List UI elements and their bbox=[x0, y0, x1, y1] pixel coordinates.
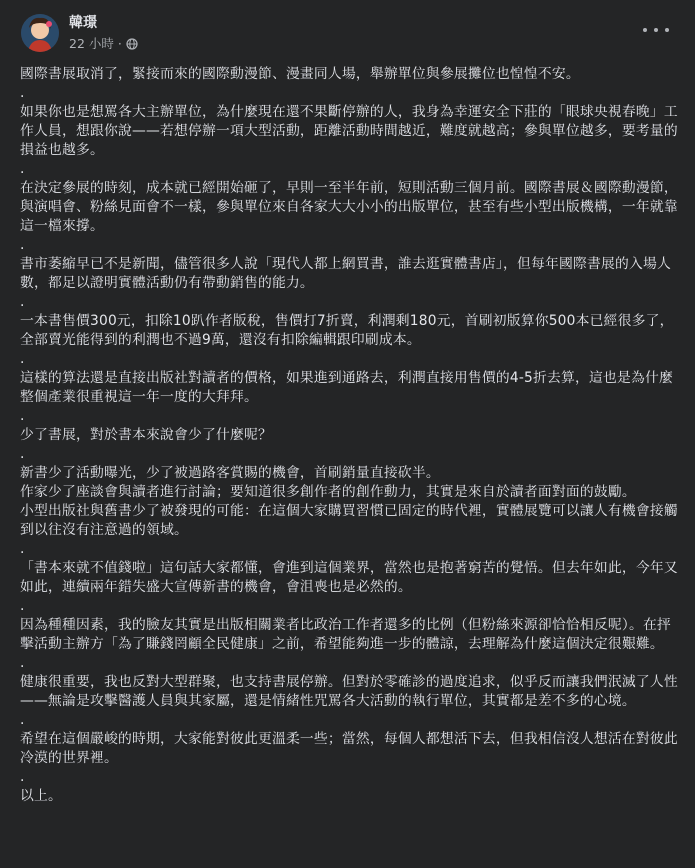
paragraph-spacer: . bbox=[20, 294, 25, 310]
meta-separator: · bbox=[117, 36, 122, 51]
post-paragraph: 「書本來就不值錢啦」這句話大家都懂，會進到這個業界，當然也是抱著窮苦的覺悟。但去年如此，今年又如此，連續兩年錯失盛大宣傳新書的機會，會沮喪也是必然的。 bbox=[20, 560, 678, 595]
paragraph-spacer: . bbox=[20, 85, 25, 101]
post-paragraph: 書市萎縮早已不是新聞，儘管很多人說「現代人都上網買書，誰去逛實體書店」，但每年國際書展的入場人數，都足以證明實體活動仍有帶動銷售的能力。 bbox=[20, 256, 671, 291]
globe-icon[interactable] bbox=[126, 38, 138, 50]
post-paragraph: 以上。 bbox=[20, 788, 62, 804]
post-timestamp[interactable]: 22 小時 bbox=[69, 36, 114, 51]
post-paragraph: 因為種種因素，我的臉友其實是出版相關業者比政治工作者還多的比例（但粉絲來源卻恰恰相反呢）。在抨擊活動主辦方「為了賺錢罔顧全民健康」之前，希望能夠進一步的體諒，去理解為什麼這個決定很艱難。 bbox=[20, 617, 671, 652]
paragraph-spacer: . bbox=[20, 161, 25, 177]
author-name[interactable]: 韓璟 bbox=[69, 15, 97, 31]
post-paragraph: 在決定參展的時刻，成本就已經開始砸了，早則一至半年前，短則活動三個月前。國際書展＆國際動漫節，與演唱會、粉絲見面會不一樣，參與單位來自各家大大小小的出版單位，甚至有些小型出版機構，一年就靠這一檔來撐。 bbox=[20, 180, 678, 234]
post-paragraph: 少了書展，對於書本來說會少了什麼呢？ bbox=[20, 427, 272, 443]
avatar-image bbox=[21, 14, 59, 52]
paragraph-spacer: . bbox=[20, 237, 25, 253]
post-paragraph: 如果你也是想罵各大主辦單位，為什麼現在還不果斷停辦的人，我身為幸運安全下莊的「眼球央視春晚」工作人員，想跟你說——若想停辦一項大型活動，距離活動時間越近，難度就越高；參與單位越多，要考量的損益也越多。 bbox=[20, 104, 678, 158]
post-paragraph: 新書少了活動曝光，少了被過路客賞賜的機會，首刷銷量直接砍半。 作家少了座談會與讀者進行討論；要知道很多創作者的創作動力，其實是來自於讀者面對面的鼓勵。 小型出版社與舊書少了被發現的可能：在這個大家購買習慣已固定的時代裡，實體展覽可以讓人有機會接觸到以往沒有注意過的領域。 bbox=[20, 465, 678, 538]
author-avatar[interactable] bbox=[21, 14, 59, 52]
post-paragraph: 一本書售價300元，扣除10趴作者版稅，售價打7折賣，利潤剩180元，首刷初版算你500本已經很多了，全部賣光能得到的利潤也不過9萬，還沒有扣除編輯跟印刷成本。 bbox=[20, 313, 674, 348]
paragraph-spacer: . bbox=[20, 598, 25, 614]
paragraph-spacer: . bbox=[20, 446, 25, 462]
more-options-icon[interactable] bbox=[643, 22, 669, 38]
paragraph-spacer: . bbox=[20, 408, 25, 424]
post-paragraph: 希望在這個嚴峻的時期，大家能對彼此更溫柔一些；當然，每個人都想活下去，但我相信沒人想活在對彼此冷漠的世界裡。 bbox=[20, 731, 678, 766]
post-paragraph: 健康很重要，我也反對大型群聚，也支持書展停辦。但對於零確診的過度追求，似乎反而讓我們泯滅了人性——無論是攻擊醫護人員與其家屬，還是情緒性咒罵各大活動的執行單位，其實都是差不多的心境。 bbox=[20, 674, 678, 709]
paragraph-spacer: . bbox=[20, 769, 25, 785]
post-body bbox=[20, 65, 680, 806]
paragraph-spacer: . bbox=[20, 541, 25, 557]
paragraph-spacer: . bbox=[20, 712, 25, 728]
post-paragraph: 國際書展取消了，緊接而來的國際動漫節、漫畫同人場，舉辦單位與參展攤位也惶惶不安。 bbox=[20, 66, 580, 82]
post-paragraph: 這樣的算法還是直接出版社對讀者的價格，如果進到通路去，利潤直接用售價的4-5折去算，這也是為什麼整個產業很重視這一年一度的大拜拜。 bbox=[20, 370, 673, 405]
paragraph-spacer: . bbox=[20, 655, 25, 671]
post-meta bbox=[69, 36, 138, 52]
post-header bbox=[0, 0, 695, 62]
paragraph-spacer: . bbox=[20, 351, 25, 367]
